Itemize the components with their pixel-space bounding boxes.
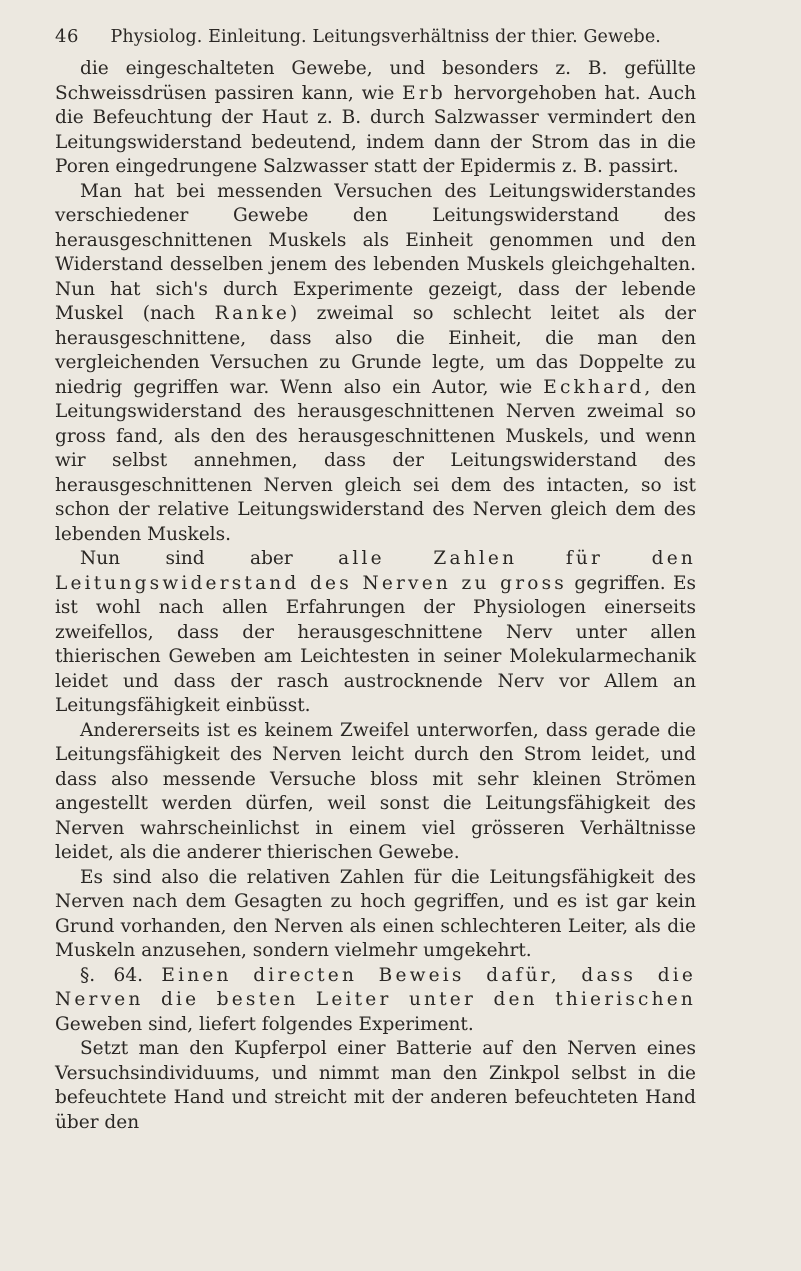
text-run: Andererseits ist es keinem Zweifel unterworfen, dass gerade die Leitungsfähigkeit des Nerven leicht durch den Strom leidet, und dass also messende Versuche bloss mit sehr kleinen Strömen angestellt werden dürfen, weil sonst die Leitungsfähigkeit des Nerven wahrscheinlichst in einem viel grösseren Verhältnisse leidet, als die anderer thierischen Gewebe. [55, 719, 696, 863]
text-run: ) zweimal so schlecht leitet als der herausgeschnittene, dass also die Einheit, die man den vergleichenden Versuchen zu Grunde legte, um das Doppelte zu niedrig gegriffen war. Wenn also ein Autor, wie [55, 303, 696, 398]
text-run: die eingeschalteten Gewebe, und besonders z. B. gefüllte Schweissdrüsen passiren kann, wie [55, 58, 696, 104]
spaced-emphasis: Einen directen Beweis dafür, dass die Nerven die besten Leiter unter den thierischen [55, 964, 696, 1010]
spaced-name: Erb [402, 82, 446, 104]
page-body [55, 57, 696, 1135]
spaced-emphasis: alle Zahlen für den Leitungswiderstand des Nerven zu gross [55, 548, 696, 594]
paragraph [55, 547, 696, 719]
page-number: 46 [55, 26, 79, 47]
section-number: §. 64. [80, 964, 162, 986]
paragraph [55, 180, 696, 548]
section-paragraph [55, 964, 696, 1038]
text-run: hervorgehoben hat. Auch die Befeuchtung der Haut z. B. durch Salzwasser vermindert den Leitungswiderstand bedeutend, indem dann der Strom das in die Poren eingedrungene Salzwasser statt der Epidermis z. B. passirt. [55, 82, 696, 177]
paragraph [55, 866, 696, 964]
text-run: Geweben sind, liefert folgendes Experiment. [55, 1013, 474, 1035]
text-run: , den Leitungswiderstand des herausgeschnittenen Nerven zweimal so gross fand, als den des herausgeschnittenen Muskels, und wenn wir selbst annehmen, dass der Leitungswiderstand des herausgeschnittenen Nerven gleich sei dem des intacten, so ist schon der relative Leitungswiderstand des Nerven gleich dem des lebenden Muskels. [55, 376, 697, 545]
paragraph [55, 57, 696, 180]
text-run: gegriffen. Es ist wohl nach allen Erfahrungen der Physiologen einerseits zweifellos, dass der herausgeschnittene Nerv unter allen thierischen Geweben am Leichtesten in seiner Molekularmechanik leidet und dass der rasch austrocknende Nerv vor Allem an Leitungsfähigkeit einbüsst. [55, 572, 696, 716]
paragraph [55, 719, 696, 866]
running-title: Physiolog. Einleitung. Leitungsverhältniss der thier. Gewebe. [110, 27, 661, 47]
text-run: Setzt man den Kupferpol einer Batterie auf den Nerven eines Versuchsindividuums, und nimmt man den Zinkpol selbst in die befeuchtete Hand und streicht mit der anderen befeuchteten Hand über den [55, 1038, 696, 1133]
spaced-name: Ranke [214, 303, 291, 324]
text-run: Man hat bei messenden Versuchen des Leitungswiderstandes verschiedener Gewebe den Leitungswiderstand des herausgeschnittenen Muskels als Einheit genommen und den Widerstand desselben jenem des lebenden Muskels gleichgehalten. Nun hat sich's durch Experimente gezeigt, dass der lebende Muskel (nach [55, 180, 696, 324]
text-run: Nun sind aber [80, 548, 339, 569]
paragraph [55, 1037, 696, 1135]
text-run: Es sind also die relativen Zahlen für die Leitungsfähigkeit des Nerven nach dem Gesagten zu hoch gegriffen, und es ist gar kein Grund vorhanden, den Nerven als einen schlechteren Leiter, als die Muskeln anzusehen, sondern vielmehr umgekehrt. [55, 866, 696, 961]
page-header [55, 24, 695, 50]
spaced-name: Eckhard [543, 376, 645, 398]
